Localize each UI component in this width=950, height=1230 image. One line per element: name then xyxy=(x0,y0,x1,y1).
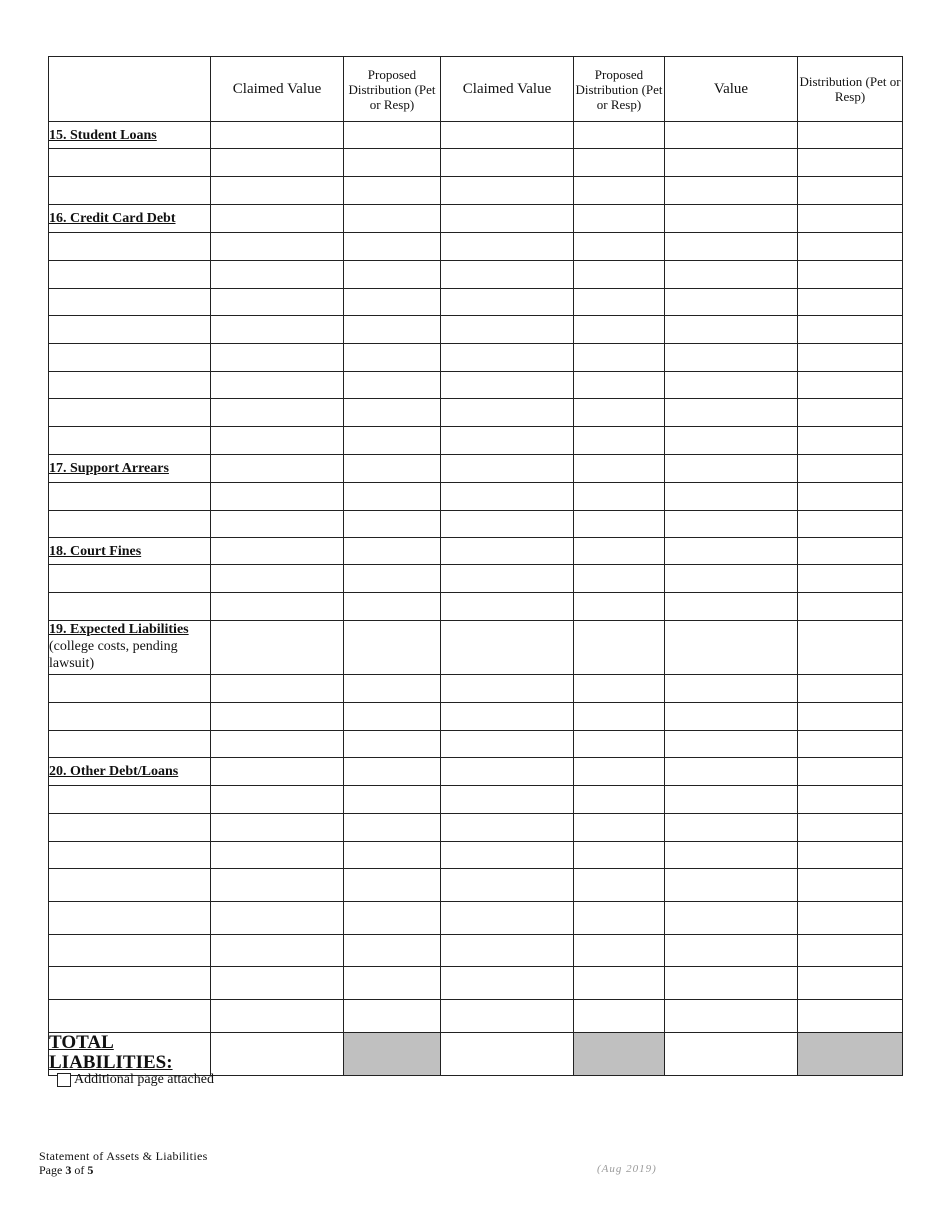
row-cell-col-claimed-value-2[interactable] xyxy=(441,731,574,758)
row-cell-col-claimed-value-1[interactable] xyxy=(211,261,344,289)
row-cell-col-claimed-value-1[interactable] xyxy=(211,399,344,427)
row-cell-col-claimed-value-2[interactable] xyxy=(441,814,574,842)
row-cell-col-value[interactable] xyxy=(665,902,798,935)
row-cell-col-claimed-value-1[interactable] xyxy=(211,1000,344,1033)
row-cell-col-proposed-distribution-1[interactable] xyxy=(344,565,441,593)
row-cell-col-claimed-value-2[interactable] xyxy=(441,149,574,177)
row-description-cell[interactable] xyxy=(49,427,211,455)
row-cell-col-distribution[interactable] xyxy=(798,233,903,261)
row-cell-col-proposed-distribution-2[interactable] xyxy=(574,1000,665,1033)
section-cell-col-proposed-distribution-1[interactable] xyxy=(344,455,441,483)
section-cell-col-value[interactable] xyxy=(665,758,798,786)
row-cell-col-proposed-distribution-2[interactable] xyxy=(574,593,665,621)
row-cell-col-distribution[interactable] xyxy=(798,316,903,344)
section-cell-col-value[interactable] xyxy=(665,122,798,149)
row-cell-col-proposed-distribution-2[interactable] xyxy=(574,289,665,316)
row-cell-col-claimed-value-1[interactable] xyxy=(211,289,344,316)
section-cell-col-claimed-value-2[interactable] xyxy=(441,455,574,483)
table-row xyxy=(49,1000,903,1033)
row-cell-col-claimed-value-1[interactable] xyxy=(211,902,344,935)
row-cell-col-distribution[interactable] xyxy=(798,935,903,967)
row-cell-col-value[interactable] xyxy=(665,511,798,538)
row-cell-col-proposed-distribution-1[interactable] xyxy=(344,233,441,261)
row-cell-col-proposed-distribution-1[interactable] xyxy=(344,483,441,511)
section-row xyxy=(49,621,903,675)
row-cell-col-claimed-value-1[interactable] xyxy=(211,344,344,372)
footer-revision-date: (Aug 2019) xyxy=(597,1163,657,1175)
row-cell-col-value[interactable] xyxy=(665,261,798,289)
row-cell-col-proposed-distribution-2[interactable] xyxy=(574,786,665,814)
row-cell-col-distribution[interactable] xyxy=(798,593,903,621)
table-row xyxy=(49,344,903,372)
row-cell-col-distribution[interactable] xyxy=(798,344,903,372)
row-cell-col-claimed-value-2[interactable] xyxy=(441,344,574,372)
header-value: Value xyxy=(665,57,798,122)
row-description-cell[interactable] xyxy=(49,149,211,177)
table-row xyxy=(49,935,903,967)
row-cell-col-value[interactable] xyxy=(665,935,798,967)
row-cell-col-claimed-value-1[interactable] xyxy=(211,842,344,869)
table-row xyxy=(49,593,903,621)
row-cell-col-value[interactable] xyxy=(665,233,798,261)
row-cell-col-proposed-distribution-2[interactable] xyxy=(574,511,665,538)
section-label: 20. Other Debt/Loans xyxy=(49,758,211,786)
row-cell-col-distribution[interactable] xyxy=(798,399,903,427)
row-cell-col-value[interactable] xyxy=(665,731,798,758)
row-cell-col-claimed-value-2[interactable] xyxy=(441,703,574,731)
row-description-cell[interactable] xyxy=(49,967,211,1000)
row-cell-col-value[interactable] xyxy=(665,675,798,703)
table-row xyxy=(49,731,903,758)
row-cell-col-distribution[interactable] xyxy=(798,149,903,177)
section-cell-col-claimed-value-1[interactable] xyxy=(211,538,344,565)
row-cell-col-proposed-distribution-2[interactable] xyxy=(574,399,665,427)
row-cell-col-proposed-distribution-2[interactable] xyxy=(574,565,665,593)
row-cell-col-claimed-value-2[interactable] xyxy=(441,177,574,205)
row-cell-col-proposed-distribution-1[interactable] xyxy=(344,902,441,935)
section-cell-col-claimed-value-2[interactable] xyxy=(441,205,574,233)
row-cell-col-claimed-value-2[interactable] xyxy=(441,427,574,455)
row-cell-col-claimed-value-1[interactable] xyxy=(211,814,344,842)
row-cell-col-claimed-value-1[interactable] xyxy=(211,427,344,455)
row-cell-col-value[interactable] xyxy=(665,593,798,621)
row-cell-col-proposed-distribution-2[interactable] xyxy=(574,149,665,177)
row-cell-col-proposed-distribution-2[interactable] xyxy=(574,902,665,935)
row-cell-col-claimed-value-1[interactable] xyxy=(211,233,344,261)
section-cell-col-proposed-distribution-1[interactable] xyxy=(344,538,441,565)
row-cell-col-distribution[interactable] xyxy=(798,967,903,1000)
row-cell-col-claimed-value-2[interactable] xyxy=(441,842,574,869)
row-cell-col-proposed-distribution-2[interactable] xyxy=(574,372,665,399)
row-cell-col-value[interactable] xyxy=(665,842,798,869)
section-cell-col-proposed-distribution-2[interactable] xyxy=(574,621,665,675)
row-cell-col-value[interactable] xyxy=(665,967,798,1000)
header-claimed-value-1: Claimed Value xyxy=(211,57,344,122)
table-row xyxy=(49,511,903,538)
liabilities-table xyxy=(48,56,903,1076)
section-label: 15. Student Loans xyxy=(49,122,211,149)
section-cell-col-distribution[interactable] xyxy=(798,122,903,149)
row-cell-col-claimed-value-2[interactable] xyxy=(441,316,574,344)
row-cell-col-value[interactable] xyxy=(665,483,798,511)
section-row xyxy=(49,758,903,786)
row-cell-col-claimed-value-1[interactable] xyxy=(211,869,344,902)
section-cell-col-claimed-value-1[interactable] xyxy=(211,758,344,786)
row-cell-col-value[interactable] xyxy=(665,289,798,316)
additional-page-checkbox[interactable] xyxy=(57,1073,71,1087)
row-cell-col-proposed-distribution-2[interactable] xyxy=(574,483,665,511)
row-cell-col-proposed-distribution-2[interactable] xyxy=(574,344,665,372)
row-cell-col-value[interactable] xyxy=(665,344,798,372)
row-cell-col-proposed-distribution-1[interactable] xyxy=(344,935,441,967)
total-liabilities-label: TOTAL LIABILITIES: xyxy=(49,1033,211,1076)
row-description-cell[interactable] xyxy=(49,511,211,538)
row-cell-col-distribution[interactable] xyxy=(798,869,903,902)
table-row xyxy=(49,149,903,177)
row-cell-col-proposed-distribution-2[interactable] xyxy=(574,935,665,967)
row-cell-col-proposed-distribution-1[interactable] xyxy=(344,427,441,455)
section-cell-col-proposed-distribution-2[interactable] xyxy=(574,205,665,233)
row-cell-col-proposed-distribution-1[interactable] xyxy=(344,814,441,842)
table-row xyxy=(49,786,903,814)
section-label: 17. Support Arrears xyxy=(49,455,211,483)
section-cell-col-proposed-distribution-2[interactable] xyxy=(574,538,665,565)
row-description-cell[interactable] xyxy=(49,1000,211,1033)
section-cell-col-distribution[interactable] xyxy=(798,205,903,233)
row-cell-col-proposed-distribution-2[interactable] xyxy=(574,703,665,731)
row-cell-col-value[interactable] xyxy=(665,372,798,399)
row-description-cell[interactable] xyxy=(49,902,211,935)
row-cell-col-claimed-value-1[interactable] xyxy=(211,703,344,731)
table-row xyxy=(49,233,903,261)
row-description-cell[interactable] xyxy=(49,261,211,289)
section-cell-col-proposed-distribution-1[interactable] xyxy=(344,758,441,786)
row-cell-col-claimed-value-1[interactable] xyxy=(211,177,344,205)
section-label: 18. Court Fines xyxy=(49,538,211,565)
row-cell-col-value[interactable] xyxy=(665,814,798,842)
row-description-cell[interactable] xyxy=(49,372,211,399)
row-cell-col-claimed-value-1[interactable] xyxy=(211,675,344,703)
row-cell-col-claimed-value-1[interactable] xyxy=(211,483,344,511)
row-description-cell[interactable] xyxy=(49,703,211,731)
total-cell-col-claimed-value-1[interactable] xyxy=(211,1033,344,1076)
footer-page-total: 5 xyxy=(87,1163,94,1177)
table-row xyxy=(49,399,903,427)
total-cell-col-distribution[interactable] xyxy=(798,1033,903,1076)
row-cell-col-claimed-value-1[interactable] xyxy=(211,935,344,967)
row-cell-col-claimed-value-2[interactable] xyxy=(441,1000,574,1033)
section-cell-col-claimed-value-1[interactable] xyxy=(211,205,344,233)
row-cell-col-proposed-distribution-2[interactable] xyxy=(574,842,665,869)
footer-form-title: Statement of Assets & Liabilities xyxy=(39,1149,208,1163)
row-cell-col-value[interactable] xyxy=(665,427,798,455)
table-row xyxy=(49,675,903,703)
row-cell-col-claimed-value-1[interactable] xyxy=(211,786,344,814)
additional-page-attached[interactable] xyxy=(57,1072,214,1088)
section-cell-col-distribution[interactable] xyxy=(798,621,903,675)
row-description-cell[interactable] xyxy=(49,842,211,869)
row-cell-col-proposed-distribution-1[interactable] xyxy=(344,511,441,538)
section-label xyxy=(49,621,211,675)
row-cell-col-distribution[interactable] xyxy=(798,483,903,511)
row-cell-col-distribution[interactable] xyxy=(798,565,903,593)
row-cell-col-proposed-distribution-1[interactable] xyxy=(344,731,441,758)
section-cell-col-claimed-value-2[interactable] xyxy=(441,538,574,565)
total-cell-col-value[interactable] xyxy=(665,1033,798,1076)
row-cell-col-proposed-distribution-2[interactable] xyxy=(574,261,665,289)
row-cell-col-value[interactable] xyxy=(665,1000,798,1033)
section-row xyxy=(49,205,903,233)
section-cell-col-distribution[interactable] xyxy=(798,538,903,565)
footer-page-number xyxy=(39,1163,93,1178)
row-description-cell[interactable] xyxy=(49,935,211,967)
section-cell-col-claimed-value-2[interactable] xyxy=(441,621,574,675)
row-cell-col-distribution[interactable] xyxy=(798,1000,903,1033)
row-cell-col-distribution[interactable] xyxy=(798,902,903,935)
table-row xyxy=(49,261,903,289)
header-row xyxy=(49,57,903,122)
section-row xyxy=(49,122,903,149)
row-cell-col-distribution[interactable] xyxy=(798,261,903,289)
total-cell-col-proposed-distribution-1[interactable] xyxy=(344,1033,441,1076)
row-cell-col-distribution[interactable] xyxy=(798,427,903,455)
row-cell-col-proposed-distribution-1[interactable] xyxy=(344,869,441,902)
row-cell-col-proposed-distribution-1[interactable] xyxy=(344,703,441,731)
table-row xyxy=(49,177,903,205)
section-cell-col-proposed-distribution-2[interactable] xyxy=(574,122,665,149)
row-cell-col-proposed-distribution-2[interactable] xyxy=(574,967,665,1000)
row-cell-col-claimed-value-1[interactable] xyxy=(211,565,344,593)
section-cell-col-claimed-value-2[interactable] xyxy=(441,122,574,149)
row-cell-col-proposed-distribution-1[interactable] xyxy=(344,1000,441,1033)
row-cell-col-proposed-distribution-1[interactable] xyxy=(344,842,441,869)
additional-page-label: Additional page attached xyxy=(74,1072,214,1087)
row-cell-col-proposed-distribution-2[interactable] xyxy=(574,233,665,261)
row-cell-col-proposed-distribution-2[interactable] xyxy=(574,316,665,344)
section-cell-col-value[interactable] xyxy=(665,205,798,233)
footer-page-of: of xyxy=(74,1163,85,1177)
row-cell-col-claimed-value-1[interactable] xyxy=(211,967,344,1000)
row-cell-col-proposed-distribution-1[interactable] xyxy=(344,786,441,814)
section-cell-col-proposed-distribution-2[interactable] xyxy=(574,758,665,786)
header-proposed-distribution-2: Proposed Distribution (Pet or Resp) xyxy=(574,57,665,122)
row-description-cell[interactable] xyxy=(49,177,211,205)
footer-page-current: 3 xyxy=(65,1163,72,1177)
table-row xyxy=(49,842,903,869)
row-cell-col-claimed-value-1[interactable] xyxy=(211,372,344,399)
row-cell-col-value[interactable] xyxy=(665,399,798,427)
row-description-cell[interactable] xyxy=(49,675,211,703)
row-description-cell[interactable] xyxy=(49,786,211,814)
row-cell-col-claimed-value-2[interactable] xyxy=(441,511,574,538)
row-cell-col-proposed-distribution-1[interactable] xyxy=(344,593,441,621)
section-cell-col-distribution[interactable] xyxy=(798,455,903,483)
row-cell-col-proposed-distribution-1[interactable] xyxy=(344,149,441,177)
row-cell-col-distribution[interactable] xyxy=(798,177,903,205)
row-cell-col-claimed-value-1[interactable] xyxy=(211,316,344,344)
row-cell-col-distribution[interactable] xyxy=(798,703,903,731)
row-description-cell[interactable] xyxy=(49,316,211,344)
section-cell-col-proposed-distribution-1[interactable] xyxy=(344,205,441,233)
section-label-title: 19. Expected Liabilities xyxy=(49,622,189,637)
total-row xyxy=(49,1033,903,1076)
table-row xyxy=(49,869,903,902)
row-cell-col-value[interactable] xyxy=(665,869,798,902)
row-cell-col-claimed-value-1[interactable] xyxy=(211,149,344,177)
table-row xyxy=(49,427,903,455)
row-cell-col-distribution[interactable] xyxy=(798,289,903,316)
row-cell-col-proposed-distribution-1[interactable] xyxy=(344,177,441,205)
footer-page-word: Page xyxy=(39,1163,63,1177)
section-cell-col-value[interactable] xyxy=(665,621,798,675)
table-body xyxy=(49,122,903,1076)
row-description-cell[interactable] xyxy=(49,814,211,842)
section-cell-col-claimed-value-1[interactable] xyxy=(211,455,344,483)
row-cell-col-claimed-value-2[interactable] xyxy=(441,869,574,902)
row-description-cell[interactable] xyxy=(49,565,211,593)
row-cell-col-value[interactable] xyxy=(665,316,798,344)
table-row xyxy=(49,703,903,731)
row-cell-col-proposed-distribution-2[interactable] xyxy=(574,427,665,455)
row-cell-col-claimed-value-2[interactable] xyxy=(441,399,574,427)
table-row xyxy=(49,483,903,511)
row-cell-col-claimed-value-2[interactable] xyxy=(441,786,574,814)
section-cell-col-value[interactable] xyxy=(665,455,798,483)
header-claimed-value-2: Claimed Value xyxy=(441,57,574,122)
row-cell-col-claimed-value-2[interactable] xyxy=(441,261,574,289)
section-cell-col-distribution[interactable] xyxy=(798,758,903,786)
row-cell-col-claimed-value-2[interactable] xyxy=(441,372,574,399)
row-cell-col-distribution[interactable] xyxy=(798,842,903,869)
section-cell-col-claimed-value-1[interactable] xyxy=(211,122,344,149)
row-cell-col-claimed-value-2[interactable] xyxy=(441,935,574,967)
row-cell-col-claimed-value-2[interactable] xyxy=(441,233,574,261)
row-description-cell[interactable] xyxy=(49,593,211,621)
row-cell-col-distribution[interactable] xyxy=(798,511,903,538)
section-row xyxy=(49,455,903,483)
row-cell-col-proposed-distribution-1[interactable] xyxy=(344,261,441,289)
row-cell-col-claimed-value-1[interactable] xyxy=(211,593,344,621)
table-row xyxy=(49,372,903,399)
row-cell-col-value[interactable] xyxy=(665,177,798,205)
row-cell-col-proposed-distribution-1[interactable] xyxy=(344,675,441,703)
row-cell-col-distribution[interactable] xyxy=(798,675,903,703)
row-cell-col-distribution[interactable] xyxy=(798,786,903,814)
row-cell-col-proposed-distribution-1[interactable] xyxy=(344,967,441,1000)
row-cell-col-proposed-distribution-1[interactable] xyxy=(344,289,441,316)
section-cell-col-proposed-distribution-2[interactable] xyxy=(574,455,665,483)
row-cell-col-proposed-distribution-2[interactable] xyxy=(574,869,665,902)
section-row xyxy=(49,538,903,565)
row-cell-col-proposed-distribution-2[interactable] xyxy=(574,675,665,703)
row-cell-col-value[interactable] xyxy=(665,703,798,731)
row-cell-col-claimed-value-2[interactable] xyxy=(441,593,574,621)
header-distribution: Distribution (Pet or Resp) xyxy=(798,57,903,122)
row-cell-col-proposed-distribution-2[interactable] xyxy=(574,731,665,758)
row-cell-col-claimed-value-2[interactable] xyxy=(441,967,574,1000)
row-cell-col-proposed-distribution-1[interactable] xyxy=(344,372,441,399)
row-cell-col-value[interactable] xyxy=(665,149,798,177)
row-cell-col-claimed-value-2[interactable] xyxy=(441,902,574,935)
row-cell-col-proposed-distribution-2[interactable] xyxy=(574,814,665,842)
table-row xyxy=(49,814,903,842)
row-cell-col-claimed-value-2[interactable] xyxy=(441,289,574,316)
row-cell-col-distribution[interactable] xyxy=(798,372,903,399)
row-cell-col-claimed-value-1[interactable] xyxy=(211,731,344,758)
table-row xyxy=(49,316,903,344)
row-description-cell[interactable] xyxy=(49,483,211,511)
section-cell-col-claimed-value-1[interactable] xyxy=(211,621,344,675)
row-cell-col-value[interactable] xyxy=(665,786,798,814)
table-row xyxy=(49,565,903,593)
row-description-cell[interactable] xyxy=(49,731,211,758)
table-row xyxy=(49,967,903,1000)
section-label-note: (college costs, pending lawsuit) xyxy=(49,639,178,671)
row-cell-col-proposed-distribution-1[interactable] xyxy=(344,399,441,427)
row-cell-col-value[interactable] xyxy=(665,565,798,593)
row-cell-col-claimed-value-2[interactable] xyxy=(441,483,574,511)
header-proposed-distribution-1: Proposed Distribution (Pet or Resp) xyxy=(344,57,441,122)
section-cell-col-proposed-distribution-1[interactable] xyxy=(344,621,441,675)
row-cell-col-proposed-distribution-1[interactable] xyxy=(344,316,441,344)
table-row xyxy=(49,902,903,935)
total-cell-col-proposed-distribution-2[interactable] xyxy=(574,1033,665,1076)
header-blank xyxy=(49,57,211,122)
row-cell-col-claimed-value-2[interactable] xyxy=(441,565,574,593)
total-cell-col-claimed-value-2[interactable] xyxy=(441,1033,574,1076)
row-description-cell[interactable] xyxy=(49,399,211,427)
row-cell-col-proposed-distribution-1[interactable] xyxy=(344,344,441,372)
section-cell-col-proposed-distribution-1[interactable] xyxy=(344,122,441,149)
row-cell-col-proposed-distribution-2[interactable] xyxy=(574,177,665,205)
row-cell-col-claimed-value-1[interactable] xyxy=(211,511,344,538)
table-row xyxy=(49,289,903,316)
row-description-cell[interactable] xyxy=(49,869,211,902)
row-description-cell[interactable] xyxy=(49,344,211,372)
section-cell-col-value[interactable] xyxy=(665,538,798,565)
row-description-cell[interactable] xyxy=(49,289,211,316)
row-description-cell[interactable] xyxy=(49,233,211,261)
row-cell-col-claimed-value-2[interactable] xyxy=(441,675,574,703)
section-label: 16. Credit Card Debt xyxy=(49,205,211,233)
row-cell-col-distribution[interactable] xyxy=(798,731,903,758)
section-cell-col-claimed-value-2[interactable] xyxy=(441,758,574,786)
row-cell-col-distribution[interactable] xyxy=(798,814,903,842)
